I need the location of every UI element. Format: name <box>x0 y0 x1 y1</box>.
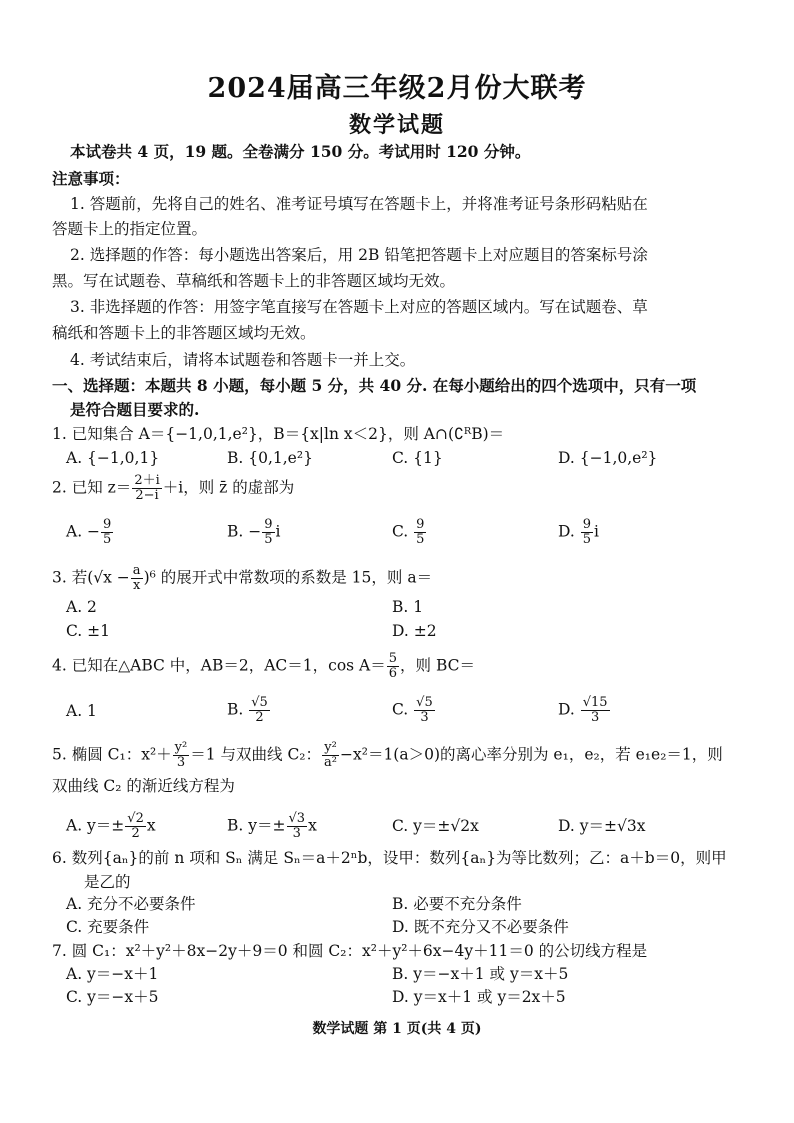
q3-frac-num: a <box>132 563 141 578</box>
q5-a-pre: A. y＝± <box>66 816 125 835</box>
notice-item-4: 4. 考试结束后，请将本试题卷和答题卡一并上交。 <box>70 351 416 369</box>
q3-stem-post: )⁶ 的展开式中常数项的系数是 15，则 a＝ <box>143 568 433 587</box>
q4-b-frac <box>249 696 270 725</box>
q6-stem: 6. 数列{aₙ}的前 n 项和 Sₙ 满足 Sₙ＝a＋2ⁿb，设甲：数列{aₙ}为等比数列；乙：a＋b＝0，则甲 <box>52 849 727 867</box>
q3-stem-pre: 3. 若(√x − <box>52 568 130 587</box>
q1-option-a: A. {−1,0,1} <box>66 449 160 467</box>
q2-d-den: 5 <box>582 532 592 547</box>
exam-info: 本试卷共 4 页，19 题。全卷满分 150 分。考试用时 120 分钟。 <box>70 142 531 161</box>
q5-f2-den: a² <box>324 755 337 770</box>
notice-heading: 注意事项： <box>52 169 130 188</box>
q4-stem-post: ，则 BC＝ <box>400 656 475 675</box>
notice-item-3b: 稿纸和答题卡上的非答题区域均无效。 <box>52 324 316 342</box>
q2-c-pre: C. <box>392 522 414 541</box>
exam-title: 2024届高三年级2月份大联考 <box>207 73 587 104</box>
q4-c-den: 3 <box>420 710 429 725</box>
q5-option-b <box>227 812 317 841</box>
q4-c-frac <box>414 696 435 725</box>
q6-option-c: C. 充要条件 <box>66 918 150 936</box>
q1-option-c: C. {1} <box>392 449 443 467</box>
q5-b-pre: B. y＝± <box>227 816 286 835</box>
q1-option-b: B. {0,1,e²} <box>227 449 313 467</box>
q2-option-b <box>227 518 280 547</box>
q2-b-num: 9 <box>264 517 273 532</box>
q5-stem-pre: 5. 椭圆 C₁：x²＋ <box>52 745 172 764</box>
q2-d-frac <box>581 518 593 547</box>
q5-a-den: 2 <box>131 826 140 841</box>
q5-b-frac <box>287 812 308 841</box>
q6-option-b: B. 必要不充分条件 <box>392 895 522 913</box>
q5-option-c: C. y＝±√2x <box>392 817 479 835</box>
q2-a-pre: A. − <box>66 522 101 541</box>
q4-b-pre: B. <box>227 700 249 719</box>
q6-option-d: D. 既不充分又不必要条件 <box>392 918 569 936</box>
q4-b-den: 2 <box>255 710 264 725</box>
q4-d-frac <box>581 696 610 725</box>
q5-a-num: √2 <box>127 811 144 826</box>
q4-stem-pre: 4. 已知在△ABC 中，AB＝2，AC＝1，cos A＝ <box>52 656 386 675</box>
q5-f1-den: 3 <box>176 755 186 770</box>
q5-a-frac <box>125 812 146 841</box>
notice-item-1b: 答题卡上的指定位置。 <box>52 220 208 238</box>
q3-fraction <box>131 564 143 593</box>
q2-a-frac <box>101 518 113 547</box>
q5-stem-post: −x²＝1(a＞0)的离心率分别为 e₁，e₂，若 e₁e₂＝1，则 <box>340 745 723 764</box>
notice-item-1a: 1. 答题前，先将自己的姓名、准考证号填写在答题卡上，并将准考证号条形码粘贴在 <box>70 195 648 213</box>
q2-a-num: 9 <box>103 517 112 532</box>
q4-b-num: √5 <box>251 695 268 710</box>
q6-stem-line2: 是乙的 <box>84 873 131 891</box>
q4-option-a: A. 1 <box>66 702 97 720</box>
q5-fraction-2 <box>322 741 339 770</box>
q5-stem-mid: ＝1 与双曲线 C₂： <box>190 745 322 764</box>
q5-a-post: x <box>146 816 156 835</box>
q5-option-d: D. y＝±√3x <box>558 817 646 835</box>
q3-option-c: C. ±1 <box>66 622 111 640</box>
q5-b-den: 3 <box>292 826 301 841</box>
q3-option-a: A. 2 <box>66 598 97 616</box>
notice-item-2a: 2. 选择题的作答：每小题选出答案后，用 2B 铅笔把答题卡上对应题目的答案标号涂 <box>70 246 648 264</box>
q2-frac-den: 2−i <box>135 488 159 503</box>
q5-b-num: √3 <box>288 811 306 826</box>
q6-option-a: A. 充分不必要条件 <box>66 895 196 913</box>
notice-item-3a: 3. 非选择题的作答：用签字笔直接写在答题卡上对应的答题区域内。写在试题卷、草 <box>70 298 648 316</box>
q5-f1-num: y² <box>174 740 188 755</box>
q4-frac-den: 6 <box>388 666 398 681</box>
q2-b-pre: B. − <box>227 522 262 541</box>
q4-stem <box>52 652 475 681</box>
q7-stem: 7. 圆 C₁：x²＋y²＋8x−2y＋9＝0 和圆 C₂：x²＋y²＋6x−4y＋11＝0 的公切线方程是 <box>52 942 648 960</box>
q2-stem <box>52 474 294 503</box>
q2-stem-pre: 2. 已知 z＝ <box>52 478 132 497</box>
q2-b-den: 5 <box>264 532 273 547</box>
q4-d-pre: D. <box>558 700 580 719</box>
q4-option-c <box>392 696 436 725</box>
notice-item-2b: 黑。写在试题卷、草稿纸和答题卡上的非答题区域均无效。 <box>52 272 456 290</box>
q2-frac-num: 2＋i <box>134 473 160 488</box>
q4-fraction <box>387 652 399 681</box>
q4-d-den: 3 <box>591 710 600 725</box>
page-footer: 数学试题 第 1 页(共 4 页) <box>312 1021 482 1037</box>
q3-frac-den: x <box>133 578 141 593</box>
q2-d-num: 9 <box>582 517 592 532</box>
q5-b-post: x <box>308 816 317 835</box>
q4-option-d <box>558 696 611 725</box>
q4-option-b <box>227 696 271 725</box>
q2-option-c <box>392 518 427 547</box>
q7-option-d: D. y＝x＋1 或 y＝2x＋5 <box>392 988 566 1006</box>
q7-option-b: B. y＝−x＋1 或 y＝x＋5 <box>392 965 569 983</box>
q2-c-num: 9 <box>416 517 425 532</box>
q3-stem <box>52 564 432 593</box>
exam-subtitle: 数学试题 <box>348 112 445 138</box>
q5-stem-line2: 双曲线 C₂ 的渐近线方程为 <box>52 777 235 795</box>
q5-option-a <box>66 812 156 841</box>
q4-c-pre: C. <box>392 700 414 719</box>
q7-option-c: C. y＝−x＋5 <box>66 988 159 1006</box>
q2-option-d <box>558 518 599 547</box>
q5-f2-num: y² <box>322 741 339 756</box>
q5-stem <box>52 741 723 770</box>
q4-frac-num: 5 <box>388 651 398 666</box>
q2-a-den: 5 <box>103 532 112 547</box>
q2-c-den: 5 <box>416 532 425 547</box>
q4-c-num: √5 <box>416 695 433 710</box>
q2-b-post: i <box>275 522 281 541</box>
q2-d-pre: D. <box>558 522 580 541</box>
q3-option-d: D. ±2 <box>392 622 437 640</box>
q7-option-a: A. y＝−x＋1 <box>66 965 159 983</box>
q1-option-d: D. {−1,0,e²} <box>558 449 658 467</box>
q5-fraction-1 <box>173 741 190 770</box>
q2-fraction <box>132 474 161 503</box>
q1-stem: 1. 已知集合 A＝{−1,0,1,e²}，B＝{x|ln x＜2}，则 A∩(∁ᴿB)＝ <box>52 425 505 443</box>
section-1-heading: 一、选择题：本题共 8 小题，每小题 5 分，共 40 分. 在每小题给出的四个选项中，只有一项 <box>52 376 697 395</box>
q2-c-frac <box>414 518 426 547</box>
q2-b-frac <box>262 518 274 547</box>
q3-option-b: B. 1 <box>392 598 424 616</box>
q4-d-num: √15 <box>582 695 608 710</box>
q2-option-a <box>66 518 114 547</box>
section-1-heading-cont: 是符合题目要求的. <box>70 400 200 419</box>
q2-d-post: i <box>594 522 599 541</box>
q2-stem-post: ＋i，则 z̄ 的虚部为 <box>162 478 295 497</box>
